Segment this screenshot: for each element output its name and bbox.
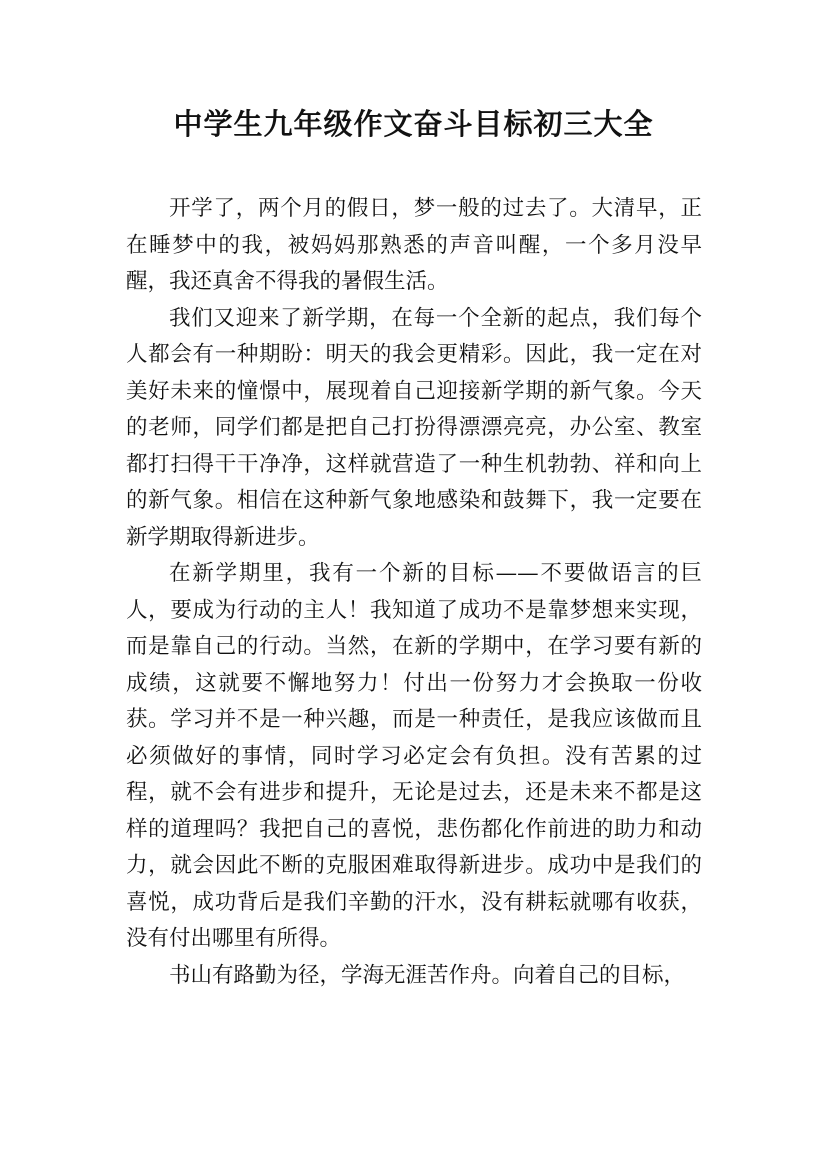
paragraph-2: 我们又迎来了新学期，在每一个全新的起点，我们每个人都会有一种期盼：明天的我会更精彩。因此，我一定在对美好未来的憧憬中，展现着自己迎接新学期的新气象。今天的老师，同学们都是把自己打扮得漂漂亮亮，办公室、教室都打扫得干干净净，这样就营造了一种生机勃勃、祥和向上的新气象。相信在这种新气象地感染和鼓舞下，我一定要在新学期取得新进步。 [126,305,702,550]
document-title: 中学生九年级作文奋斗目标初三大全 [173,107,654,141]
document-body [126,191,702,994]
paragraph-3: 在新学期里，我有一个新的目标——不要做语言的巨人，要成为行动的主人！我知道了成功不是靠梦想来实现，而是靠自己的行动。当然，在新的学期中，在学习要有新的成绩，这就要不懈地努力！付出一份努力才会换取一份收获。学习并不是一种兴趣，而是一种责任，是我应该做而且必须做好的事情，同时学习必定会有负担。没有苦累的过程，就不会有进步和提升，无论是过去，还是未来不都是这样的道理吗？我把自己的喜悦，悲伤都化作前进的助力和动力，就会因此不断的克服困难取得新进步。成功中是我们的喜悦，成功背后是我们辛勤的汗水，没有耕耘就哪有收获，没有付出哪里有所得。 [126,561,702,951]
paragraph-1: 开学了，两个月的假日，梦一般的过去了。大清早，正在睡梦中的我，被妈妈那熟悉的声音叫醒，一个多月没早醒，我还真舍不得我的暑假生活。 [126,196,702,294]
paragraph-4: 书山有路勤为径，学海无涯苦作舟。向着自己的目标， [169,962,686,988]
